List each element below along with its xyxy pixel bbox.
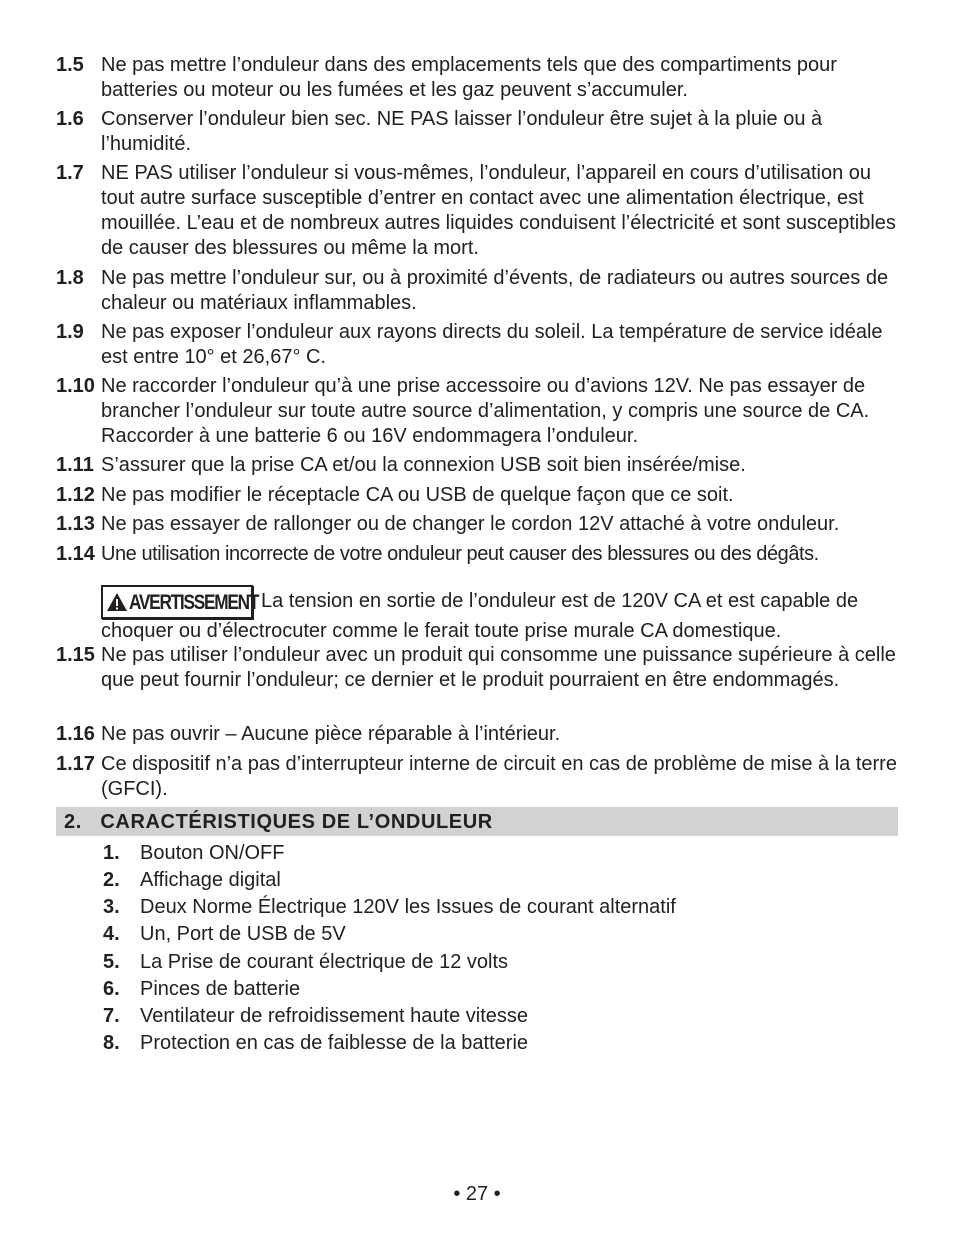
item-number: 1.14 xyxy=(56,543,95,565)
feature-number: 5. xyxy=(103,951,120,973)
warning-text: La tension en sortie de l’onduleur est de 120V CA et est capable de choquer ou d’électrocuter comme le ferait toute prise murale CA domestique. xyxy=(101,590,859,642)
item-text: Ne raccorder l’onduleur qu’à une prise accessoire ou d’avions 12V. Ne pas essayer de brancher l’onduleur sur toute autre source d’alimentation, y compris une source de CA. Raccorder à une batterie 6 ou 16V endommagera l’onduleur. xyxy=(101,375,870,447)
page-number: • 27 • xyxy=(453,1183,501,1205)
item-text: S’assurer que la prise CA et/ou la connexion USB soit bien insérée/mise. xyxy=(101,454,746,476)
safety-item xyxy=(56,266,900,316)
item-text: Une utilisation incorrecte de votre onduleur peut causer des blessures ou des dégâts. xyxy=(101,543,819,565)
safety-item xyxy=(56,107,900,157)
item-text: Ne pas utiliser l’onduleur avec un produit qui consomme une puissance supérieure à celle que peut fournir l’onduleur; ce dernier et le produit pourraient en être endommagés. xyxy=(101,644,896,691)
item-text: Ce dispositif n’a pas d’interrupteur interne de circuit en cas de problème de mise à la terre (GFCI). xyxy=(101,753,897,800)
item-text: Ne pas exposer l’onduleur aux rayons directs du soleil. La température de service idéale est entre 10° et 26,67° C. xyxy=(101,321,883,368)
section-number: 2. xyxy=(64,811,82,833)
safety-item xyxy=(56,752,900,802)
section-header xyxy=(56,807,898,836)
item-text: Ne pas mettre l’onduleur sur, ou à proximité d’évents, de radiateurs ou autres sources de chaleur ou matériaux inflammables. xyxy=(101,267,889,314)
feature-number: 4. xyxy=(103,923,120,945)
warning-badge xyxy=(101,585,259,619)
feature-text: Protection en cas de faiblesse de la batterie xyxy=(140,1032,529,1054)
feature-number: 1. xyxy=(103,842,120,864)
section-title: CARACTÉRISTIQUES DE L’ONDULEUR xyxy=(100,811,493,833)
safety-item xyxy=(56,453,900,478)
item-text: Ne pas mettre l’onduleur dans des emplacements tels que des compartiments pour batteries ou moteur ou les fumées et les gaz peuvent s’accumuler. xyxy=(101,54,837,101)
safety-item xyxy=(56,722,900,747)
feature-number: 3. xyxy=(103,896,120,918)
item-number: 1.10 xyxy=(56,375,95,397)
item-number: 1.7 xyxy=(56,162,84,184)
feature-text: Deux Norme Électrique 120V les Issues de courant alternatif xyxy=(140,896,676,918)
item-number: 1.16 xyxy=(56,723,95,745)
item-number: 1.13 xyxy=(56,513,95,535)
item-text: NE PAS utiliser l’onduleur si vous-mêmes, l’onduleur, l’appareil en cours d’utilisation ou tout autre surface susceptible d’entrer en contact avec une alimentation électrique, est mouillée. L’eau et de nombreux autres liquides conduisent l’électricité et sont susceptibles de causer des blessures ou même la mort. xyxy=(101,162,896,259)
item-number: 1.9 xyxy=(56,321,84,343)
warning-label: AVERTISSEMENT xyxy=(129,591,259,614)
feature-number: 2. xyxy=(103,869,120,891)
safety-item xyxy=(56,643,900,693)
item-number: 1.12 xyxy=(56,484,95,506)
item-text: Conserver l’onduleur bien sec. NE PAS laisser l’onduleur être sujet à la pluie ou à l’humidité. xyxy=(101,108,823,155)
feature-text: Affichage digital xyxy=(140,869,281,891)
safety-item xyxy=(56,512,900,537)
feature-number: 8. xyxy=(103,1032,120,1054)
feature-text: Bouton ON/OFF xyxy=(140,842,285,864)
safety-item xyxy=(56,53,900,103)
feature-text: La Prise de courant électrique de 12 volts xyxy=(140,951,508,973)
item-text: Ne pas ouvrir – Aucune pièce réparable à l’intérieur. xyxy=(101,723,561,745)
safety-item xyxy=(56,374,900,449)
feature-text: Un, Port de USB de 5V xyxy=(140,923,346,945)
feature-text: Ventilateur de refroidissement haute vitesse xyxy=(140,1005,528,1027)
item-number: 1.15 xyxy=(56,644,95,666)
feature-number: 7. xyxy=(103,1005,120,1027)
safety-item xyxy=(56,161,900,261)
warning-triangle-icon xyxy=(106,592,128,612)
warning-block xyxy=(56,572,900,644)
item-number: 1.8 xyxy=(56,267,84,289)
safety-item xyxy=(56,542,900,567)
item-number: 1.6 xyxy=(56,108,84,130)
item-number: 1.11 xyxy=(56,454,94,476)
item-number: 1.5 xyxy=(56,54,84,76)
feature-text: Pinces de batterie xyxy=(140,978,301,1000)
feature-number: 6. xyxy=(103,978,120,1000)
safety-item xyxy=(56,320,900,370)
item-text: Ne pas modifier le réceptacle CA ou USB de quelque façon que ce soit. xyxy=(101,484,734,506)
item-number: 1.17 xyxy=(56,753,95,775)
item-text: Ne pas essayer de rallonger ou de changer le cordon 12V attaché à votre onduleur. xyxy=(101,513,840,535)
safety-item xyxy=(56,483,900,508)
